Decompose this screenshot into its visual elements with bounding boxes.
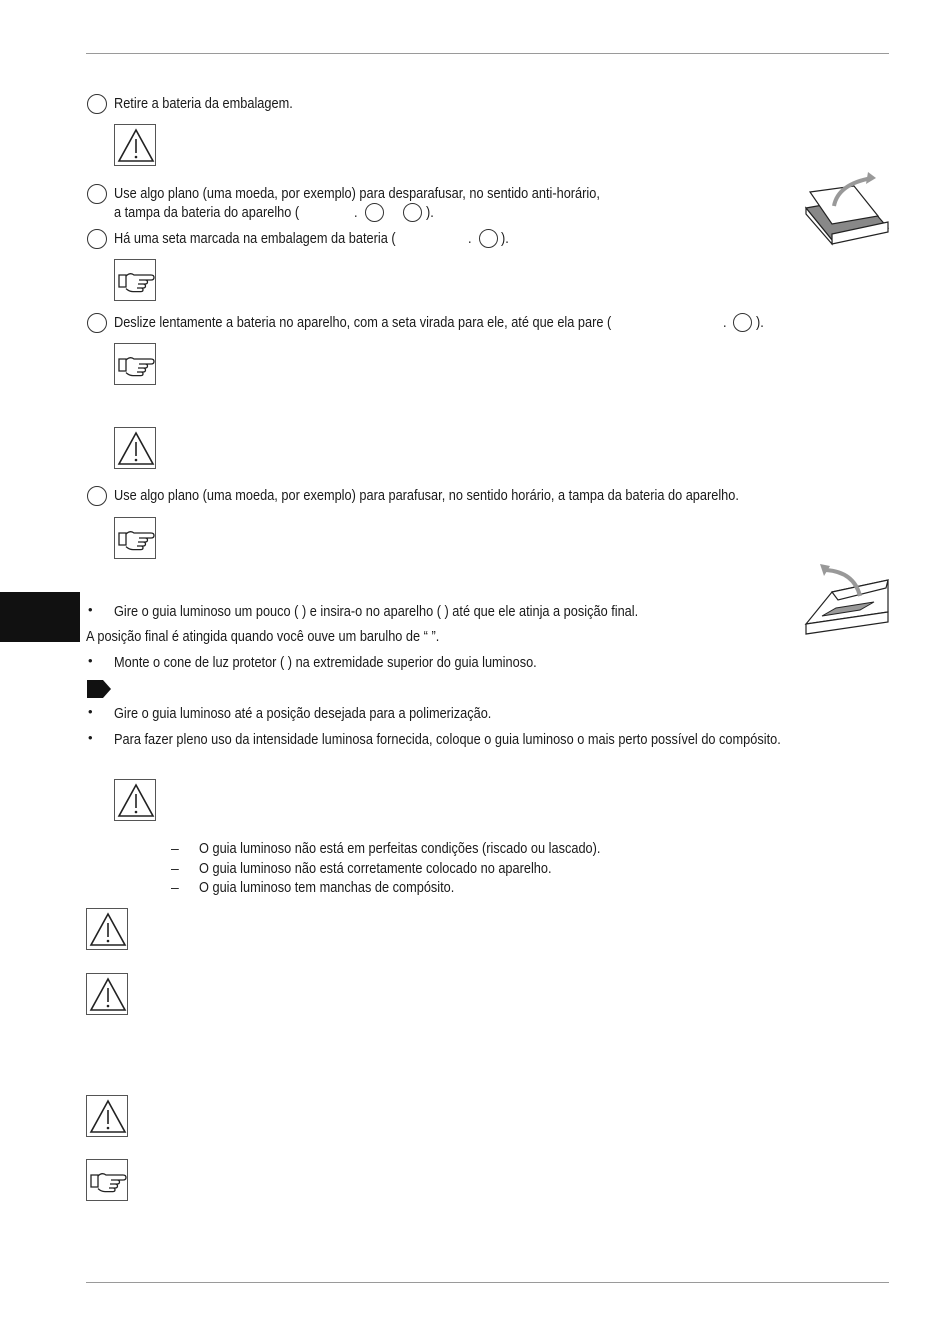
step-4-ref-end: ). [756, 315, 764, 331]
step-circle-icon [87, 184, 107, 204]
pointing-hand-icon [115, 260, 157, 302]
bottom-rule [86, 1282, 889, 1283]
dash-icon: – [171, 840, 179, 856]
bullet-icon: • [88, 704, 93, 719]
dash-item-text: O guia luminoso não está corretamente colocado no aparelho. [199, 861, 552, 877]
warning-triangle-icon [115, 428, 157, 470]
dash-item-text: O guia luminoso tem manchas de compósito. [199, 880, 455, 896]
step-circle-icon [87, 313, 107, 333]
warning-box [114, 124, 156, 166]
step-5-text: Use algo plano (uma moeda, por exemplo) para parafusar, no sentido horário, a tampa da bateria do aparelho. [114, 488, 739, 504]
bullet-2-text: Monte o cone de luz protetor ( ) na extremidade superior do guia luminoso. [114, 655, 537, 671]
bullet-icon: • [88, 602, 93, 617]
warning-box [86, 1095, 128, 1137]
bullet-3-text: Gire o guia luminoso até a posição desejada para a polimerização. [114, 706, 492, 722]
bullet-icon: • [88, 730, 93, 745]
note-box [114, 259, 156, 301]
step-4-ref-dot: . [723, 315, 727, 331]
warning-triangle-icon [87, 1096, 129, 1138]
step-2-text-line1: Use algo plano (uma moeda, por exemplo) para desparafusar, no sentido anti-horário, [114, 186, 600, 202]
step-2-text-line2: a tampa da bateria do aparelho ( [114, 205, 300, 221]
step-3-text: Há uma seta marcada na embalagem da bateria ( [114, 231, 396, 247]
warning-box [114, 427, 156, 469]
figure-ref-circle-icon [479, 229, 498, 248]
pointing-hand-icon [87, 1160, 129, 1202]
step-1-text: Retire a bateria da embalagem. [114, 96, 293, 112]
warning-triangle-icon [115, 125, 157, 167]
step-circle-icon [87, 94, 107, 114]
step-3-ref-dot: . [468, 231, 472, 247]
language-tab [0, 592, 80, 642]
figure-ref-circle-icon [733, 313, 752, 332]
pointing-hand-icon [115, 344, 157, 386]
note-box [114, 517, 156, 559]
bullet-1-text: Gire o guia luminoso um pouco ( ) e insira-o no aparelho ( ) até que ele atinja a posição final. [114, 604, 639, 620]
note-box [114, 343, 156, 385]
warning-box [114, 779, 156, 821]
bullet-4-text: Para fazer pleno uso da intensidade luminosa fornecida, coloque o guia luminoso o mais perto possível do compósito. [114, 732, 781, 748]
figure-ref-circle-icon [403, 203, 422, 222]
step-3-ref-end: ). [501, 231, 509, 247]
step-2-ref-dot: . [354, 205, 358, 221]
top-rule [86, 53, 889, 54]
note-flag-icon [87, 680, 111, 698]
warning-box [86, 908, 128, 950]
warning-triangle-icon [87, 909, 129, 951]
dash-item-text: O guia luminoso não está em perfeitas condições (riscado ou lascado). [199, 841, 601, 857]
note-box [86, 1159, 128, 1201]
dash-icon: – [171, 879, 179, 895]
figure-ref-circle-icon [365, 203, 384, 222]
step-circle-icon [87, 486, 107, 506]
bullet-icon: • [88, 653, 93, 668]
pointing-hand-icon [115, 518, 157, 560]
battery-cover-close-figure [802, 562, 892, 645]
warning-box [86, 973, 128, 1015]
dash-icon: – [171, 860, 179, 876]
step-2-ref-end: ). [426, 205, 434, 221]
warning-triangle-icon [115, 780, 157, 822]
battery-cover-open-figure [802, 172, 892, 255]
warning-triangle-icon [87, 974, 129, 1016]
bullet-1-text-line2: A posição final é atingida quando você ouve um barulho de “ ”. [86, 629, 440, 645]
step-4-text: Deslize lentamente a bateria no aparelho, com a seta virada para ele, até que ela pare ( [114, 315, 612, 331]
step-circle-icon [87, 229, 107, 249]
